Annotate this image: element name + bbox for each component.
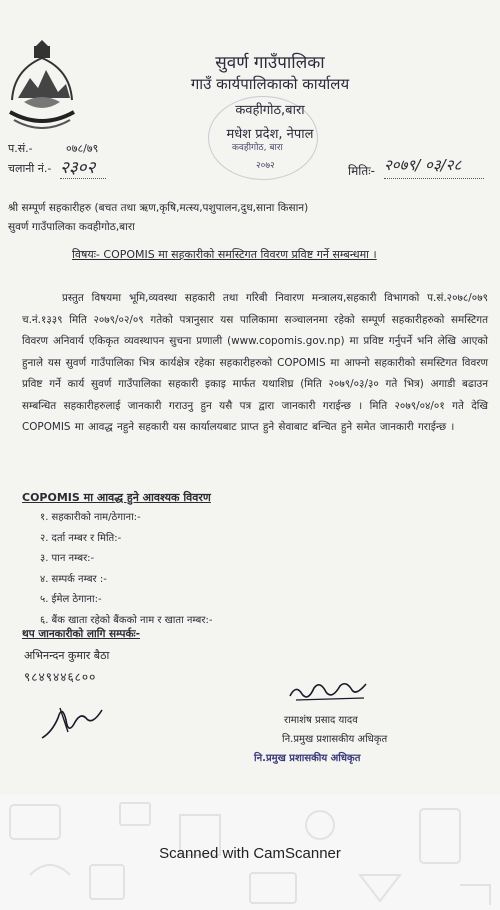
list-item: ३. पान नम्बर:- [40, 553, 95, 564]
contact-title: थप जानकारीको लागि सम्पर्कः- [22, 628, 140, 640]
office-address: कवहीगोठ,बारा [235, 103, 305, 118]
subject-line: विषयः- COPOMIS मा सहकारीको समस्टिगत विवरण प्रविष्ट गर्ने सम्बन्धमा । [72, 248, 377, 261]
contact-phone: ९८४९४४६८०० [24, 670, 97, 684]
province-country: मधेश प्रदेश, नेपाल [226, 127, 314, 142]
list-item: ६. बैंक खाता रहेको बैंकको नाम र खाता नम्बर:- [40, 614, 213, 626]
list-item: ५. ईमेल ठेगाना:- [40, 594, 102, 605]
office-name: गाउँ कार्यपालिकाको कार्यालय [190, 75, 350, 93]
details-title: COPOMIS मा आवद्ध हुने आवश्यक विवरण [22, 491, 211, 504]
signatory-title: नि.प्रमुख प्रशासकीय अधिकृत [282, 734, 388, 745]
details-list [40, 508, 212, 631]
date-label: मितिः- [348, 164, 375, 178]
list-item: २. दर्ता नम्बर र मिति:- [40, 532, 122, 544]
recipient-line-1: श्री सम्पूर्ण सहकारीहरु (बचत तथा ऋण,कृषि,मत्स्य,पशुपालन,दुध,साना किसान) [8, 202, 309, 214]
date-underline [384, 178, 484, 179]
signatory-stamp: नि.प्रमुख प्रशासकीय अधिकृत [254, 753, 361, 764]
recipient-line-2: सुवर्ण गाउँपालिका कवहीगोठ,बारा [8, 221, 135, 233]
signatory-name: रामाशंष प्रसाद यादव [284, 715, 358, 726]
list-item: ४. सम्पर्क नम्बर :- [40, 573, 107, 585]
handwritten-signature-right [286, 676, 370, 706]
reference-label: प.सं.- [8, 142, 33, 155]
contact-name: अभिनन्दन कुमार बैठा [24, 649, 110, 662]
municipality-name: सुवर्ण गाउँपालिका [215, 53, 325, 73]
seal-year: २०७२ [256, 161, 275, 171]
camscanner-watermark: Scanned with CamScanner [159, 845, 341, 862]
dispatch-number-value: २३०२ [60, 158, 96, 178]
dispatch-underline [60, 178, 106, 179]
seal-text: कवहीगोठ, बारा [232, 143, 283, 153]
letter-body: प्रस्तुत विषयमा भूमि,व्यवस्था सहकारी तथा गरिबी निवारण मन्त्रालय,सहकारी विभागको प.सं.२०७८/०७९ च.नं.१३३९ मिति २०७९/०२/०९ गतेको पत्रानुसार यस पालिकामा सञ्चालनमा रहेको सम्पूर्ण सहकारीहरुको समस्टिगत विवरण अनिवार्य एकिकृत व्यवस्थापन सुचना प्रणाली (www.copomis.gov.np) मा प्रविष्ट गर्नुपर्ने भनि लेखि आएको हुनाले यस सुवर्ण गाउँपालिका भित्र कार्यक्षेत्र रहेका सहकारीहरुको COPOMIS मा आफ्नो सहकारीको समस्टिगत विवरण प्रविष्ट गर्ने कार्य सुवर्ण गाउँपालिका सहकारी इकाइ मार्फत यथाशिघ्र (मिति २०७९/०३/३० गते भित्र) अगाडी बढाउन सम्बन्धित सहकारीहरुलाई जानकारी गराउनु हुन यसै पत्र द्वारा जानकारी गराईन्छ । मिति २०७९/०४/०१ गते देखि COPOMIS मा आवद्ध नहुने सहकारी यस कार्यालयबाट प्राप्त हुने सेवाबाट बन्चित हुने समेत जानकारी गराईन्छ । [22, 292, 488, 433]
date-value: २०७९/ ०३/२८ [384, 156, 462, 174]
dispatch-number-label: चलानी नं.- [8, 162, 52, 175]
list-item: १. सहकारीको नाम/ठेगाना:- [40, 512, 141, 523]
handwritten-signature-left [38, 698, 108, 744]
reference-value: ०७८/७९ [66, 142, 99, 155]
